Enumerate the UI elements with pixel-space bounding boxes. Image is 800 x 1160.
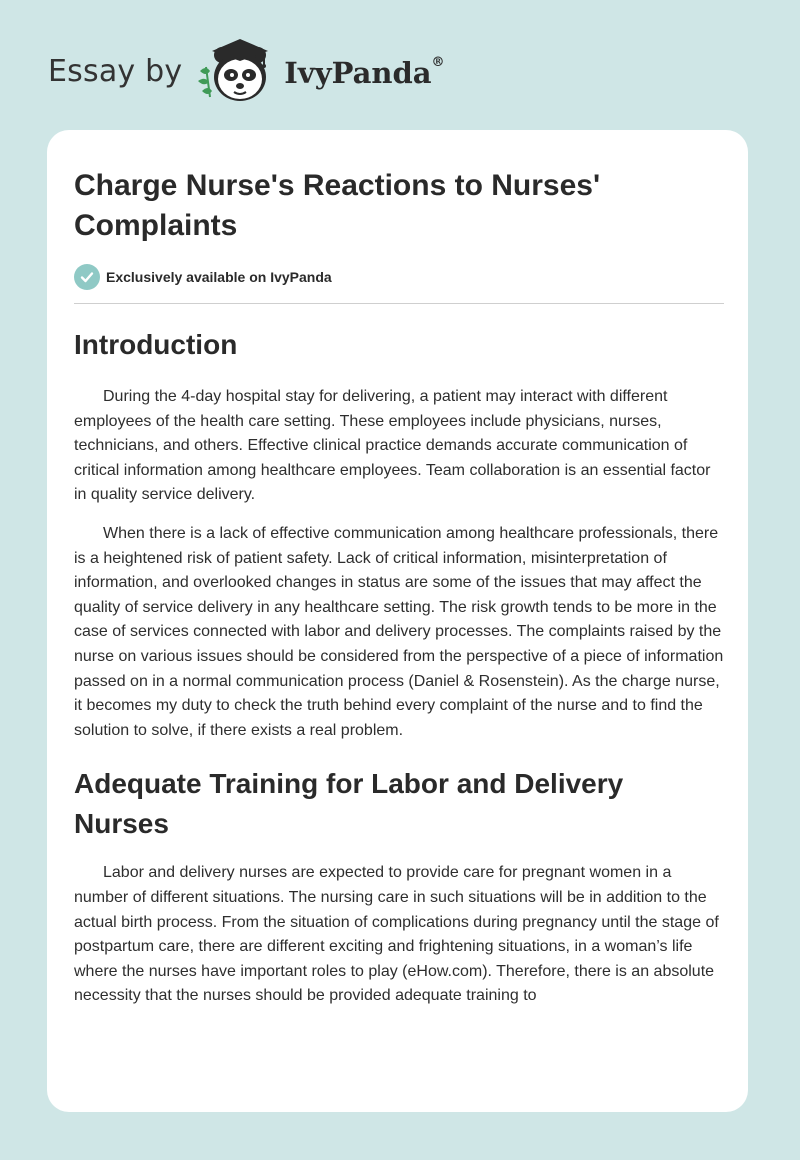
article-content (74, 166, 724, 1009)
exclusive-text: Exclusively available on IvyPanda (106, 269, 332, 285)
panda-graduate-icon[interactable] (192, 31, 284, 107)
essay-by-label: Essay by (48, 53, 183, 89)
section-heading-training: Adequate Training for Labor and Delivery Nurses (74, 768, 624, 840)
paragraph: Labor and delivery nurses are expected to provide care for pregnant women in a number of different situations. The nursing care in such situations will be in addition to the actual birth process. From the situation of complications during pregnancy until the stage of postpartum care, there are different exciting and frightening situations, in a woman’s life where the nurses have important roles to play (eHow.com). Therefore, there is an absolute necessity that the nurses should be provided adequate training to (74, 864, 719, 1005)
divider (74, 303, 724, 304)
ivy-leaf-icon (198, 67, 212, 97)
exclusive-badge (74, 264, 724, 290)
section-heading-introduction: Introduction (74, 329, 238, 360)
article-title: Charge Nurse's Reactions to Nurses' Complaints (74, 169, 601, 242)
brand-name[interactable] (284, 56, 444, 90)
brand-text: IvyPanda (284, 56, 432, 90)
article-card (47, 130, 748, 1112)
site-header (48, 36, 445, 106)
registered-mark: ® (431, 55, 445, 71)
paragraph: During the 4-day hospital stay for delivering, a patient may interact with different employees of the health care setting. These employees include physicians, nurses, technicians, and others. Effective clinical practice demands accurate communication of critical information among healthcare employees. Team collaboration is an essential factor in quality service delivery. (74, 388, 711, 504)
paragraph: When there is a lack of effective communication among healthcare professionals, there is a heightened risk of patient safety. Lack of critical information, misinterpretation of information, and overlooked changes in status are some of the issues that may affect the quality of service delivery in any healthcare setting. The risk growth tends to be more in the case of services connected with labor and delivery processes. The complaints raised by the nurse on various issues should be considered from the perspective of a piece of information passed on in a normal communication process (Daniel & Rosenstein). As the charge nurse, it becomes my duty to check the truth behind every complaint of the nurse and to find the solution to solve, if there exists a real problem. (74, 524, 724, 739)
check-icon (74, 264, 100, 290)
